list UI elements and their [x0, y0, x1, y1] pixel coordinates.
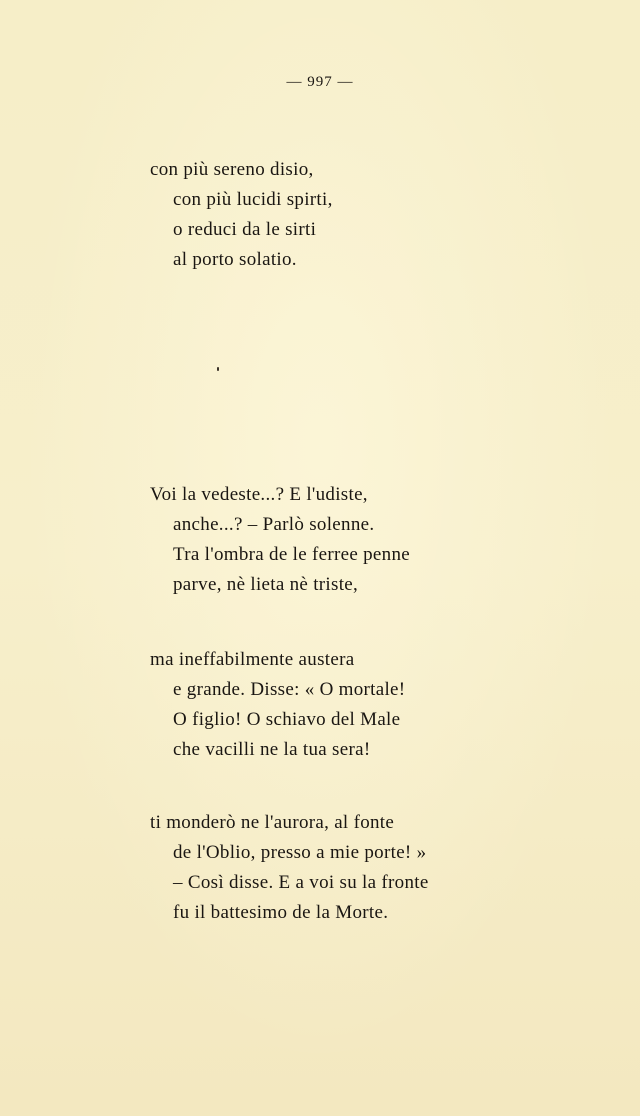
- verse-line: Tra l'ombra de le ferree penne: [173, 544, 410, 565]
- verse-line: parve, nè lieta nè triste,: [173, 574, 359, 595]
- verse-line: ma ineffabilmente austera: [150, 649, 355, 670]
- verse-line: O figlio! O schiavo del Male: [173, 709, 401, 730]
- verse-line: o reduci da le sirti: [173, 219, 317, 240]
- verse-line: – Così disse. E a voi su la fronte: [173, 872, 429, 893]
- verse-line: con più sereno disio,: [150, 159, 314, 180]
- verse-line: anche...? – Parlò solenne.: [173, 514, 375, 535]
- verse-line: de l'Oblio, presso a mie porte! »: [173, 842, 427, 863]
- stanza-1: [150, 155, 333, 275]
- verse-line: che vacilli ne la tua sera!: [173, 739, 371, 760]
- stanza-3: [150, 645, 405, 765]
- stanza-2: [150, 480, 410, 600]
- verse-line: Voi la vedeste...? E l'udiste,: [150, 484, 368, 505]
- verse-line: al porto solatio.: [173, 249, 297, 270]
- page-number: — 997 —: [286, 74, 354, 90]
- paper-speck: [217, 367, 219, 371]
- verse-line: ti monderò ne l'aurora, al fonte: [150, 812, 395, 833]
- stanza-4: [150, 808, 429, 928]
- verse-line: fu il battesimo de la Morte.: [173, 902, 389, 923]
- verse-line: con più lucidi spirti,: [173, 189, 333, 210]
- verse-line: e grande. Disse: « O mortale!: [173, 679, 406, 700]
